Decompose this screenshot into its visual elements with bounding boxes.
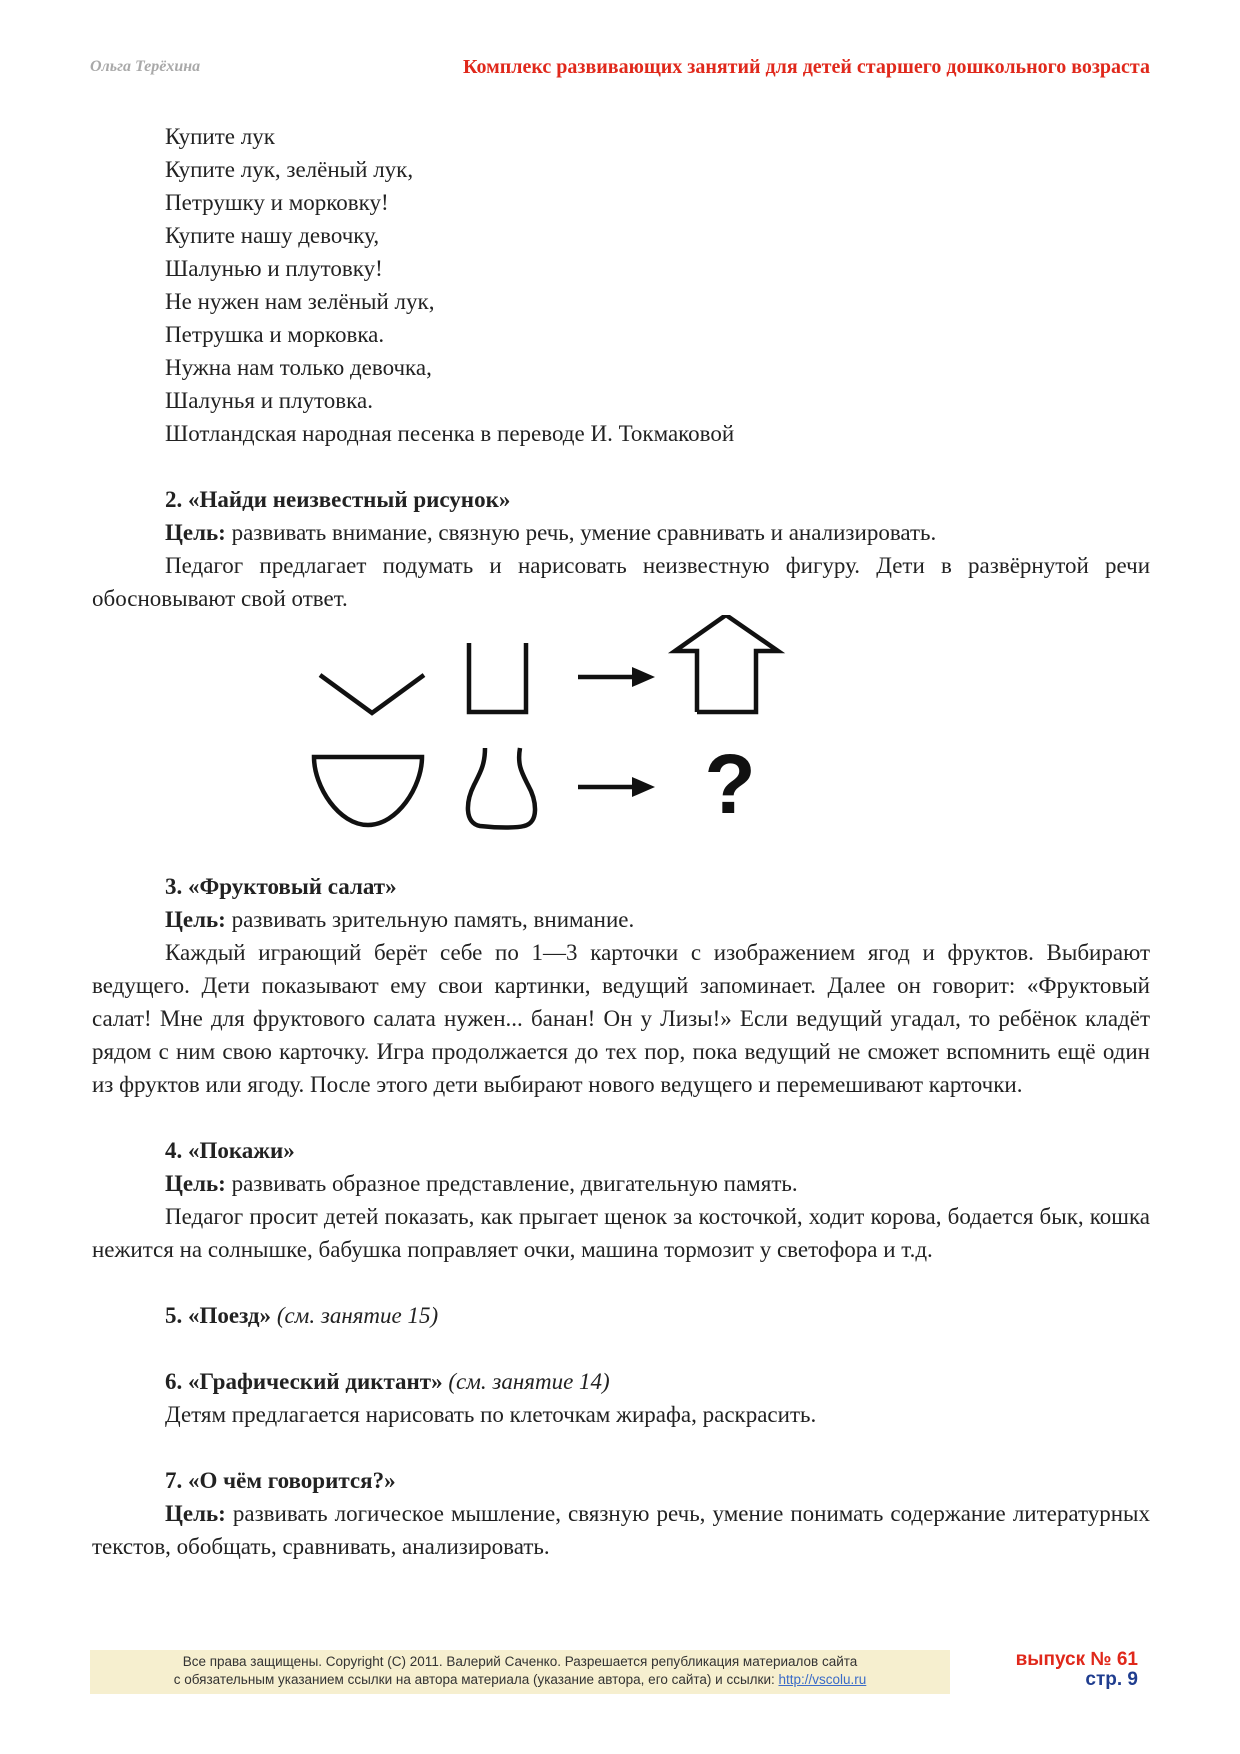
poem-line: Нужна нам только девочка, xyxy=(165,355,432,380)
poem-line: Петрушка и морковка. xyxy=(165,322,385,347)
section-2 xyxy=(92,483,1150,870)
title-ref: (см. занятие 14) xyxy=(442,1369,610,1394)
goal-label: Цель: xyxy=(165,1171,226,1196)
footer-line-2-text: с обязательным указанием ссылки на автора материала (указание автора, его сайта) и ссылки: xyxy=(173,1672,779,1687)
footer-line-1: Все права защищены. Copyright (C) 2011. Валерий Саченко. Разрешается републикация материалов сайта xyxy=(182,1654,858,1669)
section-title xyxy=(92,1365,1150,1398)
section-title: 2. «Найди неизвестный рисунок» xyxy=(165,487,511,512)
title-text: 5. «Поезд» xyxy=(165,1303,272,1328)
poem-line: Шалунью и плутовку! xyxy=(165,256,383,281)
issue-number: выпуск № 61 xyxy=(1015,1649,1138,1670)
footer-line-2 xyxy=(90,1671,950,1689)
page-number: стр. 9 xyxy=(1085,1669,1138,1690)
section-text: Педагог предлагает подумать и нарисовать неизвестную фигуру. Дети в развёрнутой речи обосновывают свой ответ. xyxy=(92,553,1150,611)
section-4 xyxy=(92,1134,1150,1266)
section-goal xyxy=(92,903,1150,936)
title-ref: (см. занятие 15) xyxy=(271,1303,439,1328)
section-title: 3. «Фруктовый салат» xyxy=(165,874,397,899)
section-text: Каждый играющий берёт себе по 1—3 карточки с изображением ягод и фруктов. Выбирают ведущего. Дети показывают ему свои картинки, ведущий запоминает. Далее он говорит: «Фруктовый салат! Мне для фруктового салата нужен... банан! Он у Лизы!» Если ведущий угадал, то ребёнок кладёт рядом с ним свою карточку. Игра продолжается до тех пор, пока ведущий не сможет вспомнить ещё один из фруктов или ягоду. После этого дети выбирают нового ведущего и перемешивают карточки. xyxy=(92,940,1150,1097)
title-text: 6. «Графический диктант» xyxy=(165,1369,443,1394)
question-mark: ? xyxy=(704,737,756,831)
section-text: Детям предлагается нарисовать по клеточкам жирафа, раскрасить. xyxy=(165,1402,817,1427)
section-goal xyxy=(92,1167,1150,1200)
house-shape xyxy=(675,615,778,712)
poem-line: Петрушку и морковку! xyxy=(165,190,389,215)
section-7 xyxy=(92,1464,1150,1563)
poem-attribution: Шотландская народная песенка в переводе И. Токмаковой xyxy=(165,421,735,446)
section-title: 7. «О чём говорится?» xyxy=(165,1468,396,1493)
section-goal xyxy=(92,516,1150,549)
arrow-head-2 xyxy=(632,777,655,797)
goal-text: развивать внимание, связную речь, умение сравнивать и анализировать. xyxy=(225,520,937,545)
page-footer xyxy=(90,1650,1150,1694)
v-shape xyxy=(320,675,424,713)
poem-line: Купите лук xyxy=(165,124,275,149)
page-content xyxy=(92,120,1150,1563)
footer-issue xyxy=(1016,1650,1138,1690)
u-shape xyxy=(469,643,526,712)
goal-text: развивать зрительную память, внимание. xyxy=(225,907,635,932)
goal-label: Цель: xyxy=(165,520,226,545)
poem xyxy=(92,120,1150,450)
header-title: Комплекс развивающих занятий для детей старшего дошкольного возраста xyxy=(463,56,1150,78)
goal-label: Цель: xyxy=(165,907,226,932)
section-text: Педагог просит детей показать, как прыгает щенок за косточкой, ходит корова, бодается бык, кошка нежится на солнышке, бабушка поправляет очки, машина тормозит у светофора и т.д. xyxy=(92,1204,1150,1262)
section-3 xyxy=(92,870,1150,1101)
arrow-head-1 xyxy=(632,667,655,687)
section-5 xyxy=(92,1299,1150,1332)
poem-line: Не нужен нам зелёный лук, xyxy=(165,289,435,314)
goal-text: развивать образное представление, двигательную память. xyxy=(225,1171,798,1196)
footer-copyright xyxy=(90,1653,950,1689)
goal-label: Цель: xyxy=(165,1501,226,1526)
header-author: Ольга Терёхина xyxy=(90,58,201,75)
goal-text: развивать логическое мышление, связную речь, умение понимать содержание литературных текстов, обобщать, сравнивать, анализировать. xyxy=(92,1501,1150,1559)
section-title: 4. «Покажи» xyxy=(165,1138,295,1163)
puzzle-figure xyxy=(92,615,1150,870)
poem-line: Шалунья и плутовка. xyxy=(165,388,373,413)
section-goal xyxy=(92,1497,1150,1563)
puzzle-drawing xyxy=(92,615,1150,870)
poem-line: Купите нашу девочку, xyxy=(165,223,380,248)
bowl-shape xyxy=(314,757,422,825)
vase-shape xyxy=(468,748,535,828)
footer-site-link[interactable]: http://vscolu.ru xyxy=(778,1672,867,1687)
poem-line: Купите лук, зелёный лук, xyxy=(165,157,414,182)
section-6 xyxy=(92,1365,1150,1431)
section-title xyxy=(92,1299,1150,1332)
page-header xyxy=(90,56,1150,86)
